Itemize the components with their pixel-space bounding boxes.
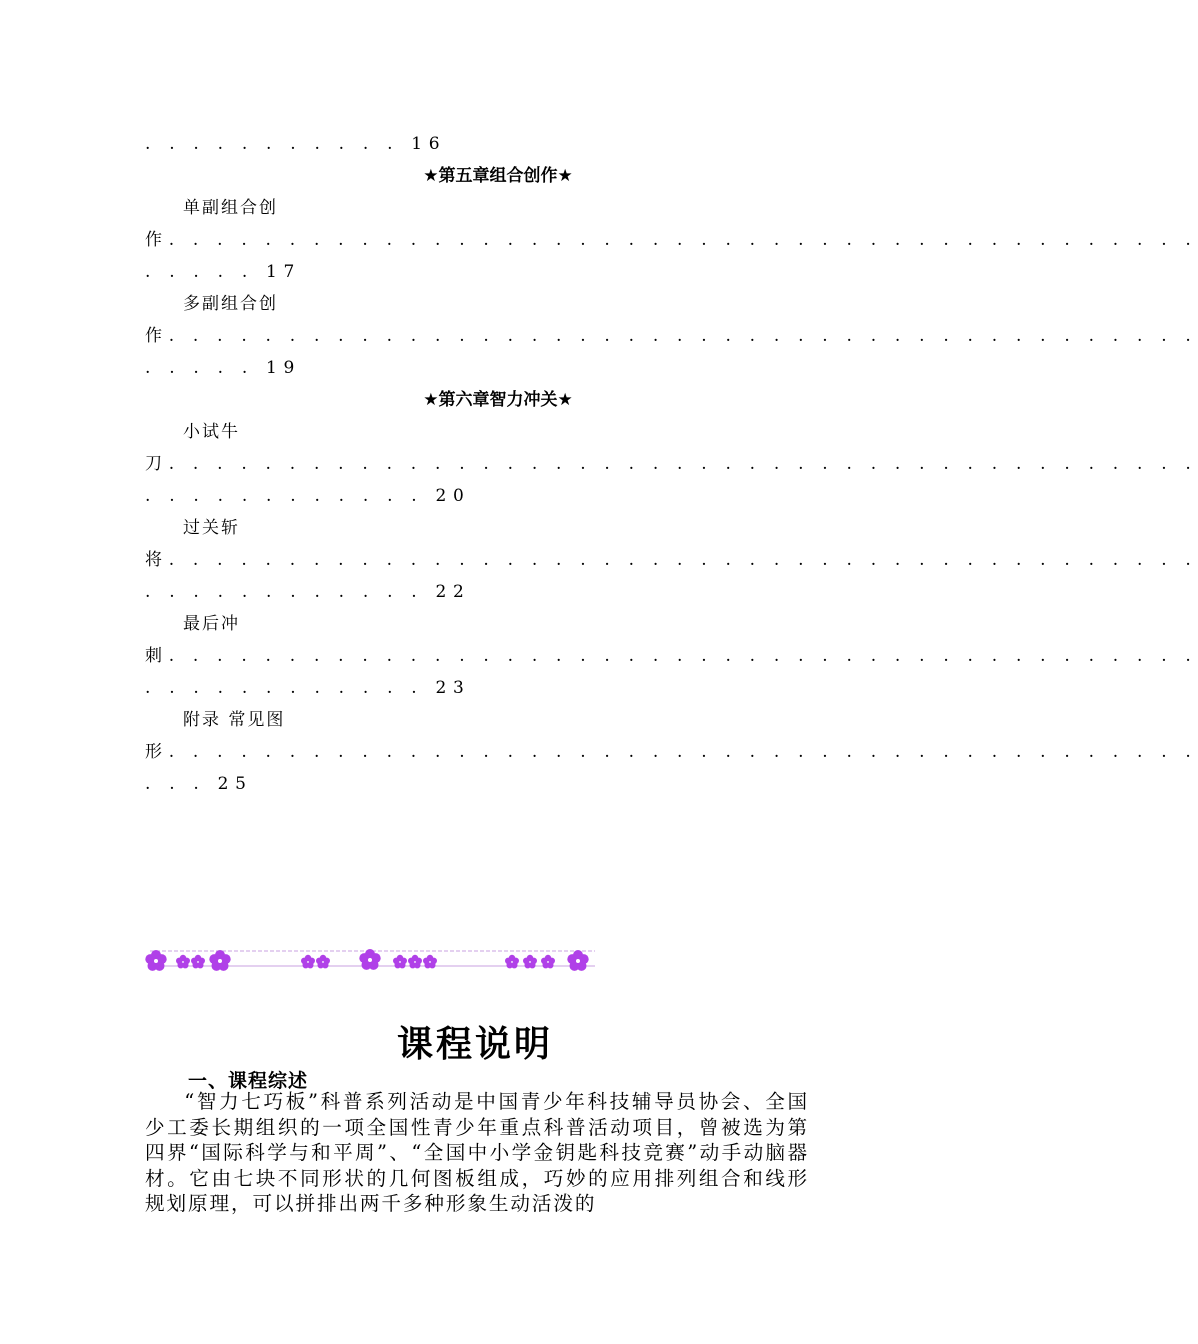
toc-entry-title[interactable]: 过关斩	[183, 518, 240, 538]
course-description-title: 课程说明	[396, 1024, 553, 1065]
toc-chapter-6-heading: ★第六章智力冲关★	[423, 390, 573, 410]
toc-entry-leader: 刺. . . . . . . . . . . . . . . . . . . . . . . . . . . . . . . . . . . . . . . . . . .	[145, 646, 1198, 666]
toc-entry-leader: 刀. . . . . . . . . . . . . . . . . . . . . . . . . . . . . . . . . . . . . . . . . . .	[145, 454, 1198, 474]
toc-entry-leader: 作. . . . . . . . . . . . . . . . . . . . . . . . . . . . . . . . . . . . . . . . . . .	[145, 326, 1198, 346]
toc-entry-title[interactable]: 多副组合创	[183, 294, 278, 314]
toc-entry-title[interactable]: 单副组合创	[183, 198, 278, 218]
toc-entry-leader: 形. . . . . . . . . . . . . . . . . . . . . . . . . . . . . . . . . . . . . . . . . . .	[145, 742, 1198, 762]
toc-entry-page: . . . . . . . . . . . . 22	[145, 582, 471, 602]
toc-entry-leader: 将. . . . . . . . . . . . . . . . . . . . . . . . . . . . . . . . . . . . . . . . . . .	[145, 550, 1198, 570]
toc-entry-page: . . . . . 19	[145, 358, 302, 378]
toc-entry-page: . . . . . . . . . . . . 20	[145, 486, 471, 506]
toc-entry-leader: 作. . . . . . . . . . . . . . . . . . . . . . . . . . . . . . . . . . . . . . . . . . .	[145, 230, 1198, 250]
body-paragraph: “智力七巧板”科普系列活动是中国青少年科技辅导员协会、全国少工委长期组织的一项全国性青少年重点科普活动项目，曾被选为第四界“国际科学与和平周”、“全国中小学金钥匙科技竞赛”动手动脑器材。它由七块不同形状的几何图板组成，巧妙的应用排列组合和线形规划原理，可以拼排出两千多种形象生动活泼的	[145, 1090, 809, 1216]
toc-entry-title[interactable]: 附录 常见图	[183, 710, 286, 730]
toc-entry-title[interactable]: 小试牛	[183, 422, 240, 442]
toc-carry-over-line: . . . . . . . . . . . 16	[145, 134, 447, 154]
toc-chapter-5-heading: ★第五章组合创作★	[423, 166, 573, 186]
section-heading: 一、课程综述	[188, 1070, 309, 1092]
toc-entry-title[interactable]: 最后冲	[183, 614, 240, 634]
toc-entry-page: . . . . . . . . . . . . 23	[145, 678, 471, 698]
toc-entry-page: . . . . . 17	[145, 262, 302, 282]
flower-divider	[140, 942, 600, 976]
toc-entry-page: . . . 25	[145, 774, 253, 794]
